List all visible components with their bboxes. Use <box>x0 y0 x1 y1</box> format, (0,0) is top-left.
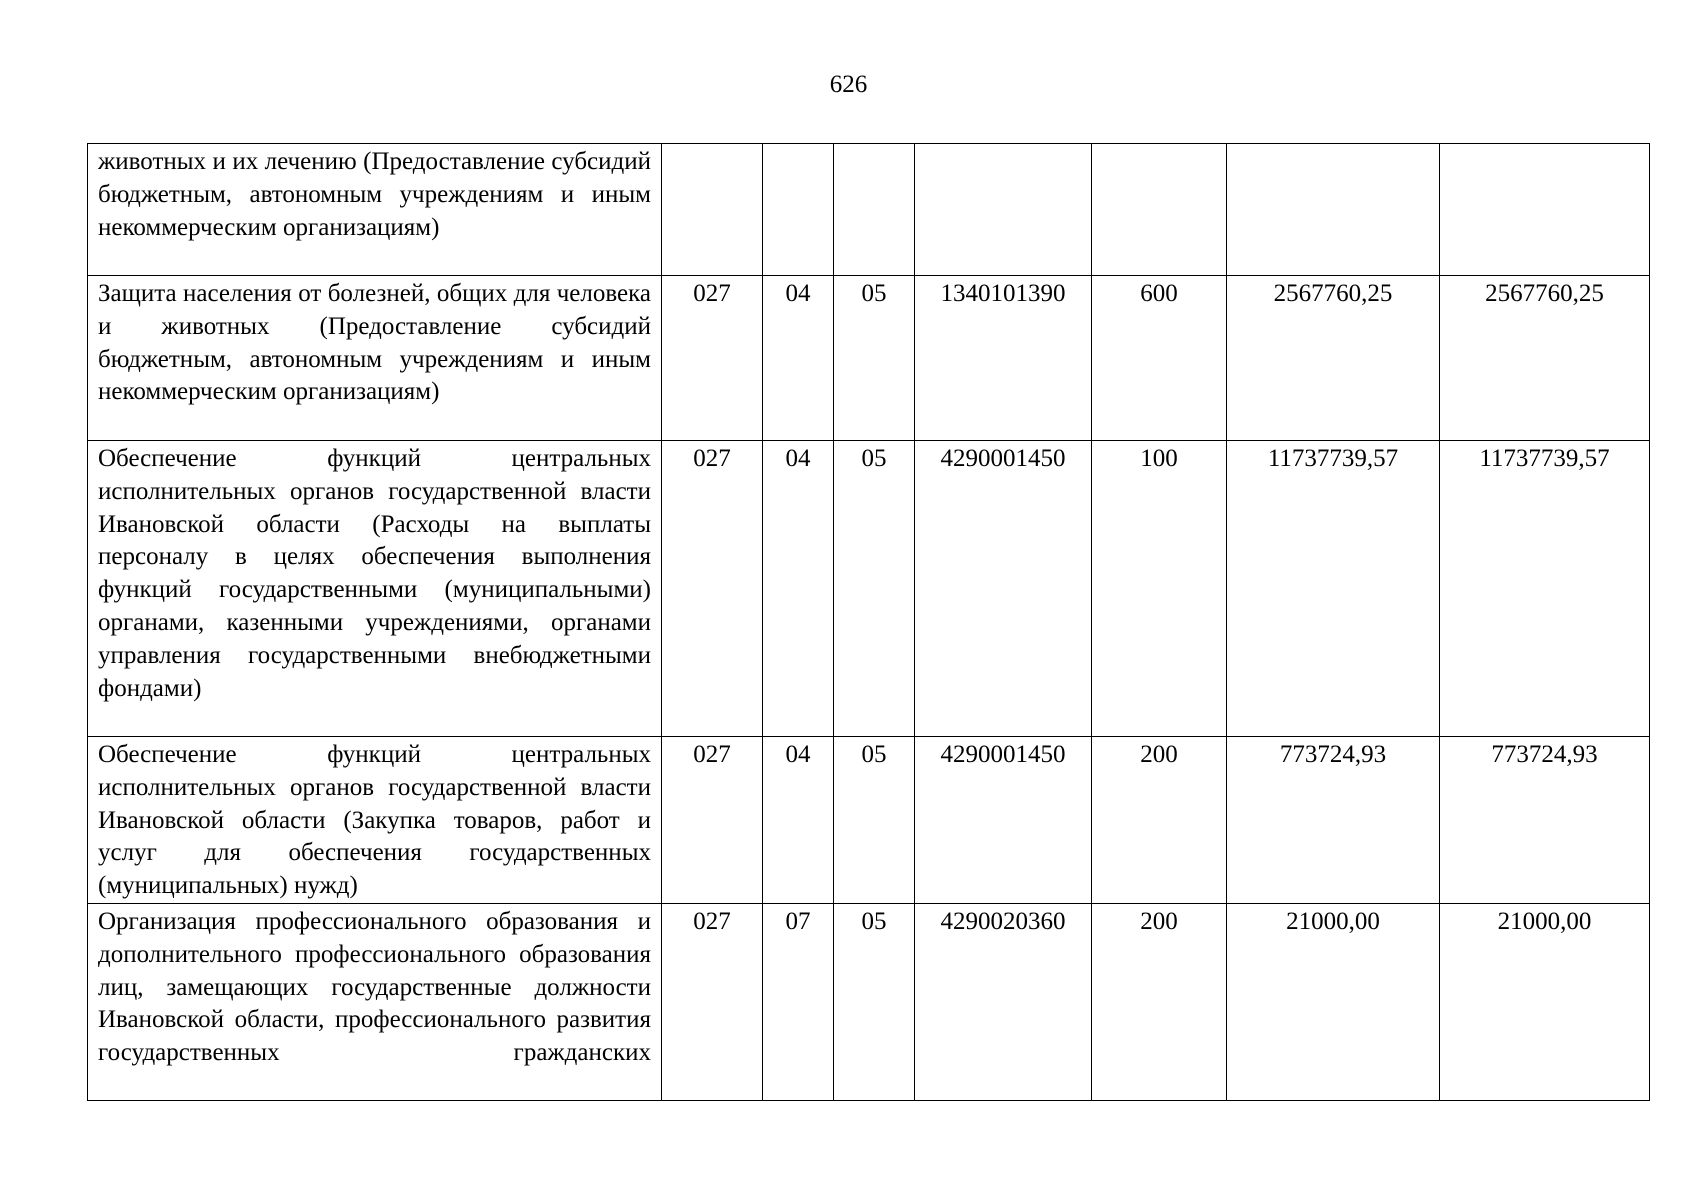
row-description: Организация профессионального образования и дополнительного профессионального образования лиц, замещающих государственные должности Ивановской области, профессионального развития государственных гражданских <box>88 903 662 1100</box>
amount-2: 2567760,25 <box>1440 276 1650 441</box>
amount-2: 21000,00 <box>1440 903 1650 1100</box>
admin-code <box>662 144 763 276</box>
expense-type-code: 100 <box>1092 441 1227 737</box>
expense-type-code: 200 <box>1092 903 1227 1100</box>
target-article-code: 1340101390 <box>915 276 1092 441</box>
table-row <box>88 276 1650 441</box>
section-code <box>763 144 834 276</box>
target-article-code: 4290001450 <box>915 441 1092 737</box>
section-code: 07 <box>763 903 834 1100</box>
amount-1: 21000,00 <box>1227 903 1440 1100</box>
subsection-code <box>834 144 915 276</box>
amount-2: 773724,93 <box>1440 737 1650 904</box>
expense-type-code: 200 <box>1092 737 1227 904</box>
section-code: 04 <box>763 737 834 904</box>
admin-code: 027 <box>662 441 763 737</box>
expense-type-code <box>1092 144 1227 276</box>
section-code: 04 <box>763 276 834 441</box>
subsection-code: 05 <box>834 441 915 737</box>
expense-type-code: 600 <box>1092 276 1227 441</box>
subsection-code: 05 <box>834 276 915 441</box>
table-row <box>88 144 1650 276</box>
table-row <box>88 903 1650 1100</box>
row-description: Защита населения от болезней, общих для человека и животных (Предоставление субсидий бюджетным, автономным учреждениям и иным некоммерческим организациям) <box>88 276 662 441</box>
page-number: 626 <box>829 71 868 98</box>
amount-1: 2567760,25 <box>1227 276 1440 441</box>
row-description: Обеспечение функций центральных исполнительных органов государственной власти Ивановской области (Расходы на выплаты персоналу в целях обеспечения выполнения функций государственными (муниципальными) органами, казенными учреждениями, органами управления государственными внебюджетными фондами) <box>88 441 662 737</box>
amount-2: 11737739,57 <box>1440 441 1650 737</box>
subsection-code: 05 <box>834 737 915 904</box>
admin-code: 027 <box>662 276 763 441</box>
section-code: 04 <box>763 441 834 737</box>
table-row <box>88 737 1650 904</box>
row-description: Обеспечение функций центральных исполнительных органов государственной власти Ивановской области (Закупка товаров, работ и услуг для обеспечения государственных (муниципальных) нужд) <box>88 737 662 904</box>
row-description: животных и их лечению (Предоставление субсидий бюджетным, автономным учреждениям и иным некоммерческим организациям) <box>88 144 662 276</box>
target-article-code <box>915 144 1092 276</box>
amount-2 <box>1440 144 1650 276</box>
table-row <box>88 441 1650 737</box>
amount-1: 773724,93 <box>1227 737 1440 904</box>
admin-code: 027 <box>662 903 763 1100</box>
budget-table <box>87 143 1650 1101</box>
subsection-code: 05 <box>834 903 915 1100</box>
amount-1 <box>1227 144 1440 276</box>
admin-code: 027 <box>662 737 763 904</box>
target-article-code: 4290020360 <box>915 903 1092 1100</box>
amount-1: 11737739,57 <box>1227 441 1440 737</box>
target-article-code: 4290001450 <box>915 737 1092 904</box>
